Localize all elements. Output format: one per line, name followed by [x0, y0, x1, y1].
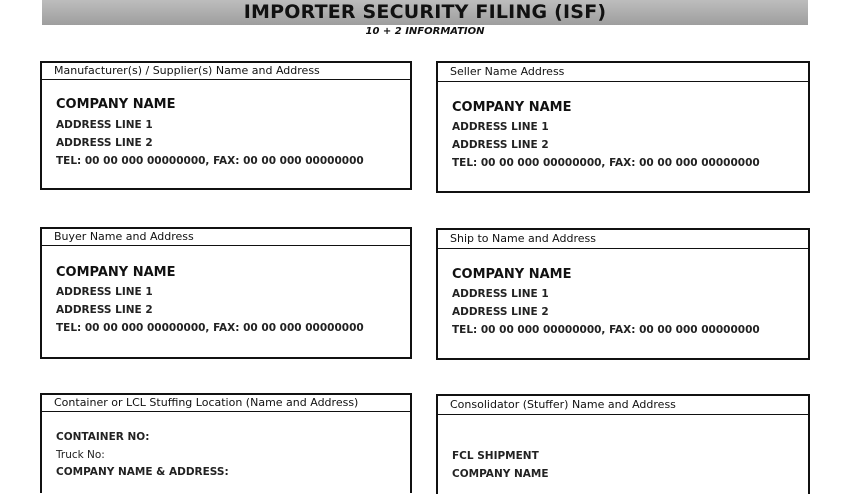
consolidator-company-name: COMPANY NAME: [452, 468, 549, 480]
truck-no-label: Truck No:: [56, 449, 105, 461]
consolidator-heading: Consolidator (Stuffer) Name and Address: [438, 396, 808, 415]
manufacturer-box: [40, 61, 412, 190]
manufacturer-tel-fax: TEL: 00 00 000 00000000, FAX: 00 00 000 00000000: [56, 155, 364, 167]
ship-to-address-line-1: ADDRESS LINE 1: [452, 288, 549, 300]
seller-heading: Seller Name Address: [438, 63, 808, 82]
company-name-address-label: COMPANY NAME & ADDRESS:: [56, 466, 229, 478]
consolidator-box: [436, 394, 810, 494]
ship-to-address-line-2: ADDRESS LINE 2: [452, 306, 549, 318]
seller-company-name: COMPANY NAME: [452, 100, 572, 115]
manufacturer-address-line-1: ADDRESS LINE 1: [56, 119, 153, 131]
ship-to-heading: Ship to Name and Address: [438, 230, 808, 249]
title-bar: [42, 0, 808, 25]
seller-address-line-1: ADDRESS LINE 1: [452, 121, 549, 133]
ship-to-box: [436, 228, 810, 360]
buyer-heading: Buyer Name and Address: [42, 229, 410, 246]
manufacturer-heading: Manufacturer(s) / Supplier(s) Name and Address: [42, 63, 410, 80]
buyer-address-line-1: ADDRESS LINE 1: [56, 286, 153, 298]
stuffing-location-box: [40, 393, 412, 493]
container-no-label: CONTAINER NO:: [56, 431, 150, 443]
page-title: IMPORTER SECURITY FILING (ISF): [243, 1, 607, 23]
manufacturer-address-line-2: ADDRESS LINE 2: [56, 137, 153, 149]
buyer-tel-fax: TEL: 00 00 000 00000000, FAX: 00 00 000 00000000: [56, 322, 364, 334]
stuffing-location-heading: Container or LCL Stuffing Location (Name and Address): [42, 395, 410, 412]
seller-address-line-2: ADDRESS LINE 2: [452, 139, 549, 151]
seller-tel-fax: TEL: 00 00 000 00000000, FAX: 00 00 000 00000000: [452, 157, 760, 169]
seller-box: [436, 61, 810, 193]
buyer-company-name: COMPANY NAME: [56, 265, 176, 280]
manufacturer-company-name: COMPANY NAME: [56, 97, 176, 112]
ship-to-company-name: COMPANY NAME: [452, 267, 572, 282]
page-subtitle: 10 + 2 INFORMATION: [365, 26, 485, 37]
fcl-shipment-label: FCL SHIPMENT: [452, 450, 539, 462]
buyer-address-line-2: ADDRESS LINE 2: [56, 304, 153, 316]
ship-to-tel-fax: TEL: 00 00 000 00000000, FAX: 00 00 000 00000000: [452, 324, 760, 336]
buyer-box: [40, 227, 412, 359]
